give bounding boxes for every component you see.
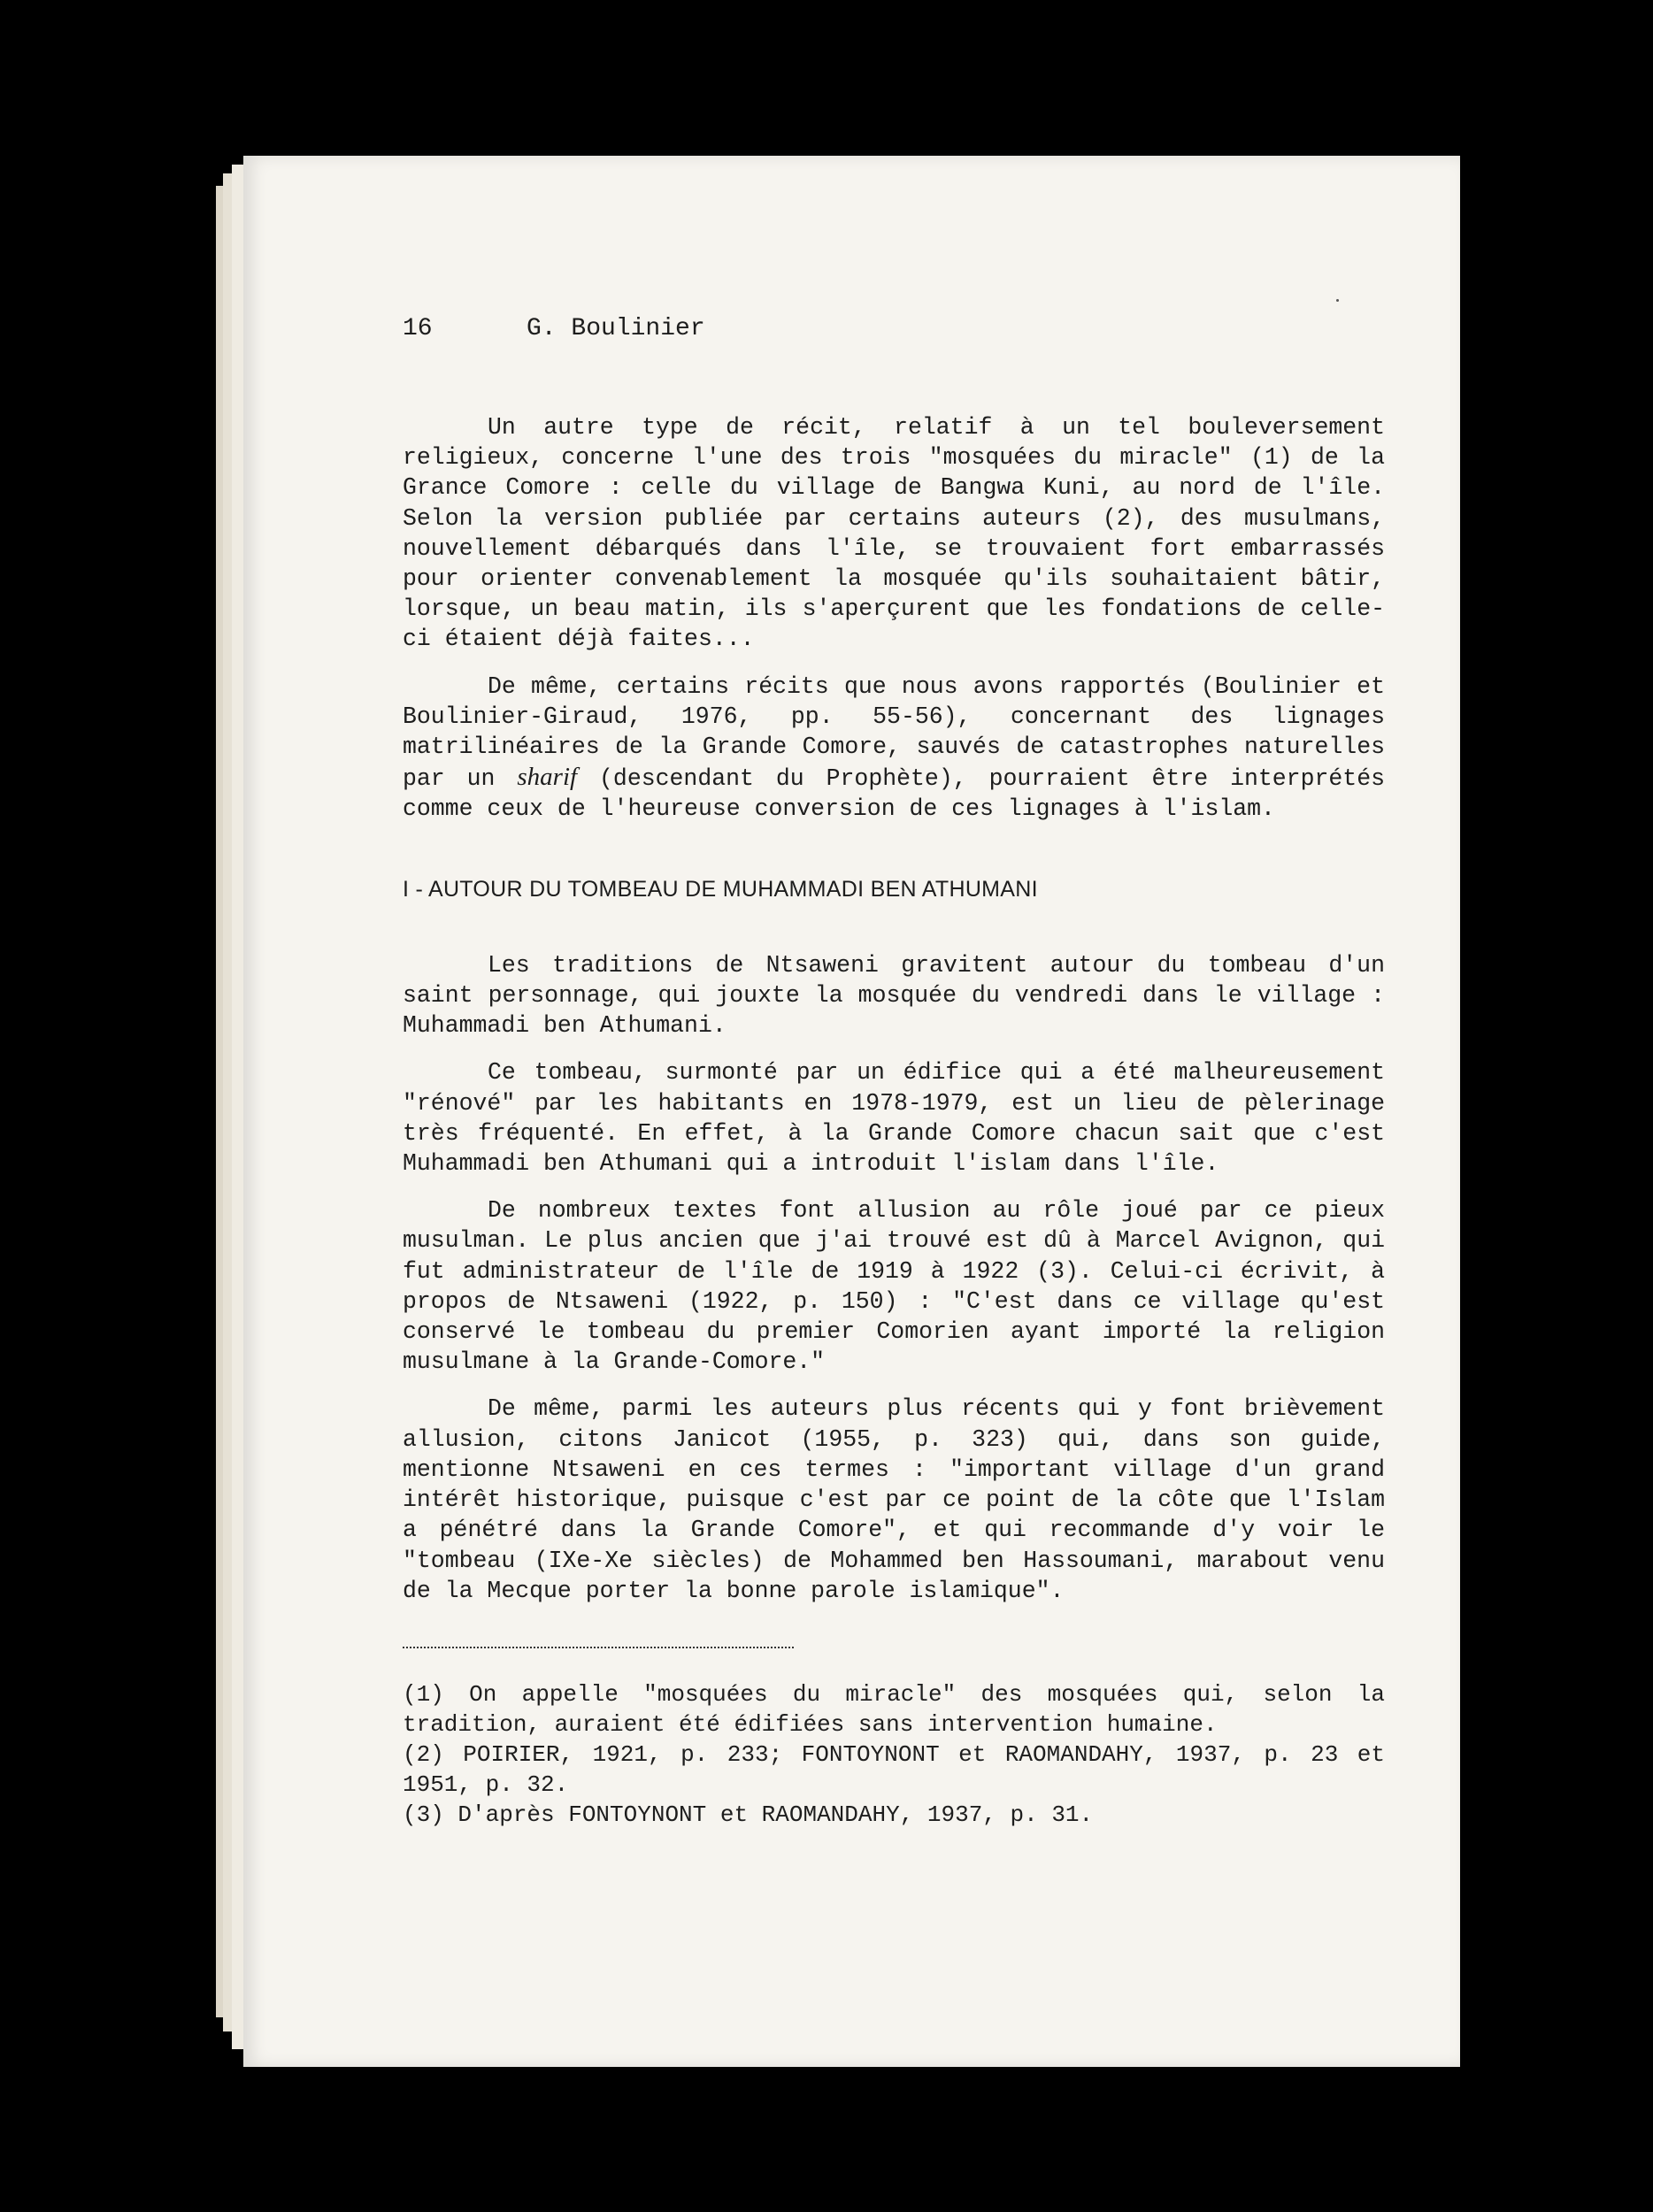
paragraph: De nombreux textes font allusion au rôle joué par ce pieux musulman. Le plus ancien que j'ai trouvé est dû à Marcel Avignon, qui fut administrateur de l'île de 1919 à 1922 (3). Celui-ci écrivit, à propos de Ntsaweni (1922, p. 150) : "C'est dans ce village qu'est conservé le tombeau du premier Comorien ayant importé la religion musulmane à la Grande-Comore." xyxy=(403,1197,1385,1376)
paragraph: Un autre type de récit, relatif à un tel bouleversement religieux, concerne l'une des trois "mosquées du miracle" (1) de la Grance Comore : celle du village de Bangwa Kuni, au nord de l'île. Selon la version publiée par certains auteurs (2), des musulmans, nouvellement débarqués dans l'île, se trouvaient fort embarrassés pour orienter convenablement la mosquée qu'ils souhaitaient bâtir, lorsque, un beau matin, ils s'aperçurent que les fondations de celle-ci étaient déjà faites... xyxy=(403,414,1385,653)
book-page xyxy=(243,156,1460,2067)
paragraph: Les traditions de Ntsaweni gravitent autour du tombeau d'un saint personnage, qui jouxte la mosquée du vendredi dans le village : Muhammadi ben Athumani. xyxy=(403,951,1385,1040)
footnote: (1) On appelle "mosquées du miracle" des mosquées qui, selon la tradition, auraient été édifiées sans intervention humaine. xyxy=(403,1681,1385,1738)
paragraph-text: De même, certains récits que nous avons rapportés (Boulinier et Boulinier-Giraud, 1976, pp. 55-56), concernant des lignages matrilinéaires de la Grande Comore, sauvés de catastrophes naturelles par un xyxy=(403,672,1385,793)
paragraph: De même, parmi les auteurs plus récents qui y font brièvement allusion, citons Janicot (1955, p. 323) qui, dans son guide, mentionne Ntsaweni en ces termes : "important village d'un grand intérêt historique, puisque c'est par ce point de la côte que l'Islam a pénétré dans la Grande Comore", et qui recommande d'y voir le "tombeau (IXe-Xe siècles) de Mohammed ben Hassoumani, marabout venu de la Mecque porter la bonne parole islamique". xyxy=(403,1395,1385,1604)
section-heading: I - AUTOUR DU TOMBEAU DE MUHAMMADI BEN ATHUMANI xyxy=(403,876,1038,902)
footnote-separator xyxy=(403,1647,794,1648)
page-number: 16 xyxy=(403,315,433,342)
paragraph xyxy=(403,672,1385,825)
paragraph: Ce tombeau, surmonté par un édifice qui a été malheureusement "rénové" par les habitants en 1978-1979, est un lieu de pèlerinage très fréquenté. En effet, à la Grande Comore chacun sait que c'est Muhammadi ben Athumani qui a introduit l'islam dans l'île. xyxy=(403,1059,1385,1178)
speck xyxy=(1336,299,1339,302)
running-author: G. Boulinier xyxy=(527,315,705,342)
paragraph-text: (descendant du Prophète), pourraient être interprétés comme ceux de l'heureuse conversion de ces lignages à l'islam. xyxy=(403,765,1385,823)
footnote: (3) D'après FONTOYNONT et RAOMANDAHY, 1937, p. 31. xyxy=(403,1801,1094,1828)
footnotes xyxy=(403,1679,1385,1830)
article-body xyxy=(403,412,1385,1623)
footnote: (2) POIRIER, 1921, p. 233; FONTOYNONT et RAOMANDAHY, 1937, p. 23 et 1951, p. 32. xyxy=(403,1741,1385,1798)
italic-term: sharif xyxy=(517,763,578,792)
